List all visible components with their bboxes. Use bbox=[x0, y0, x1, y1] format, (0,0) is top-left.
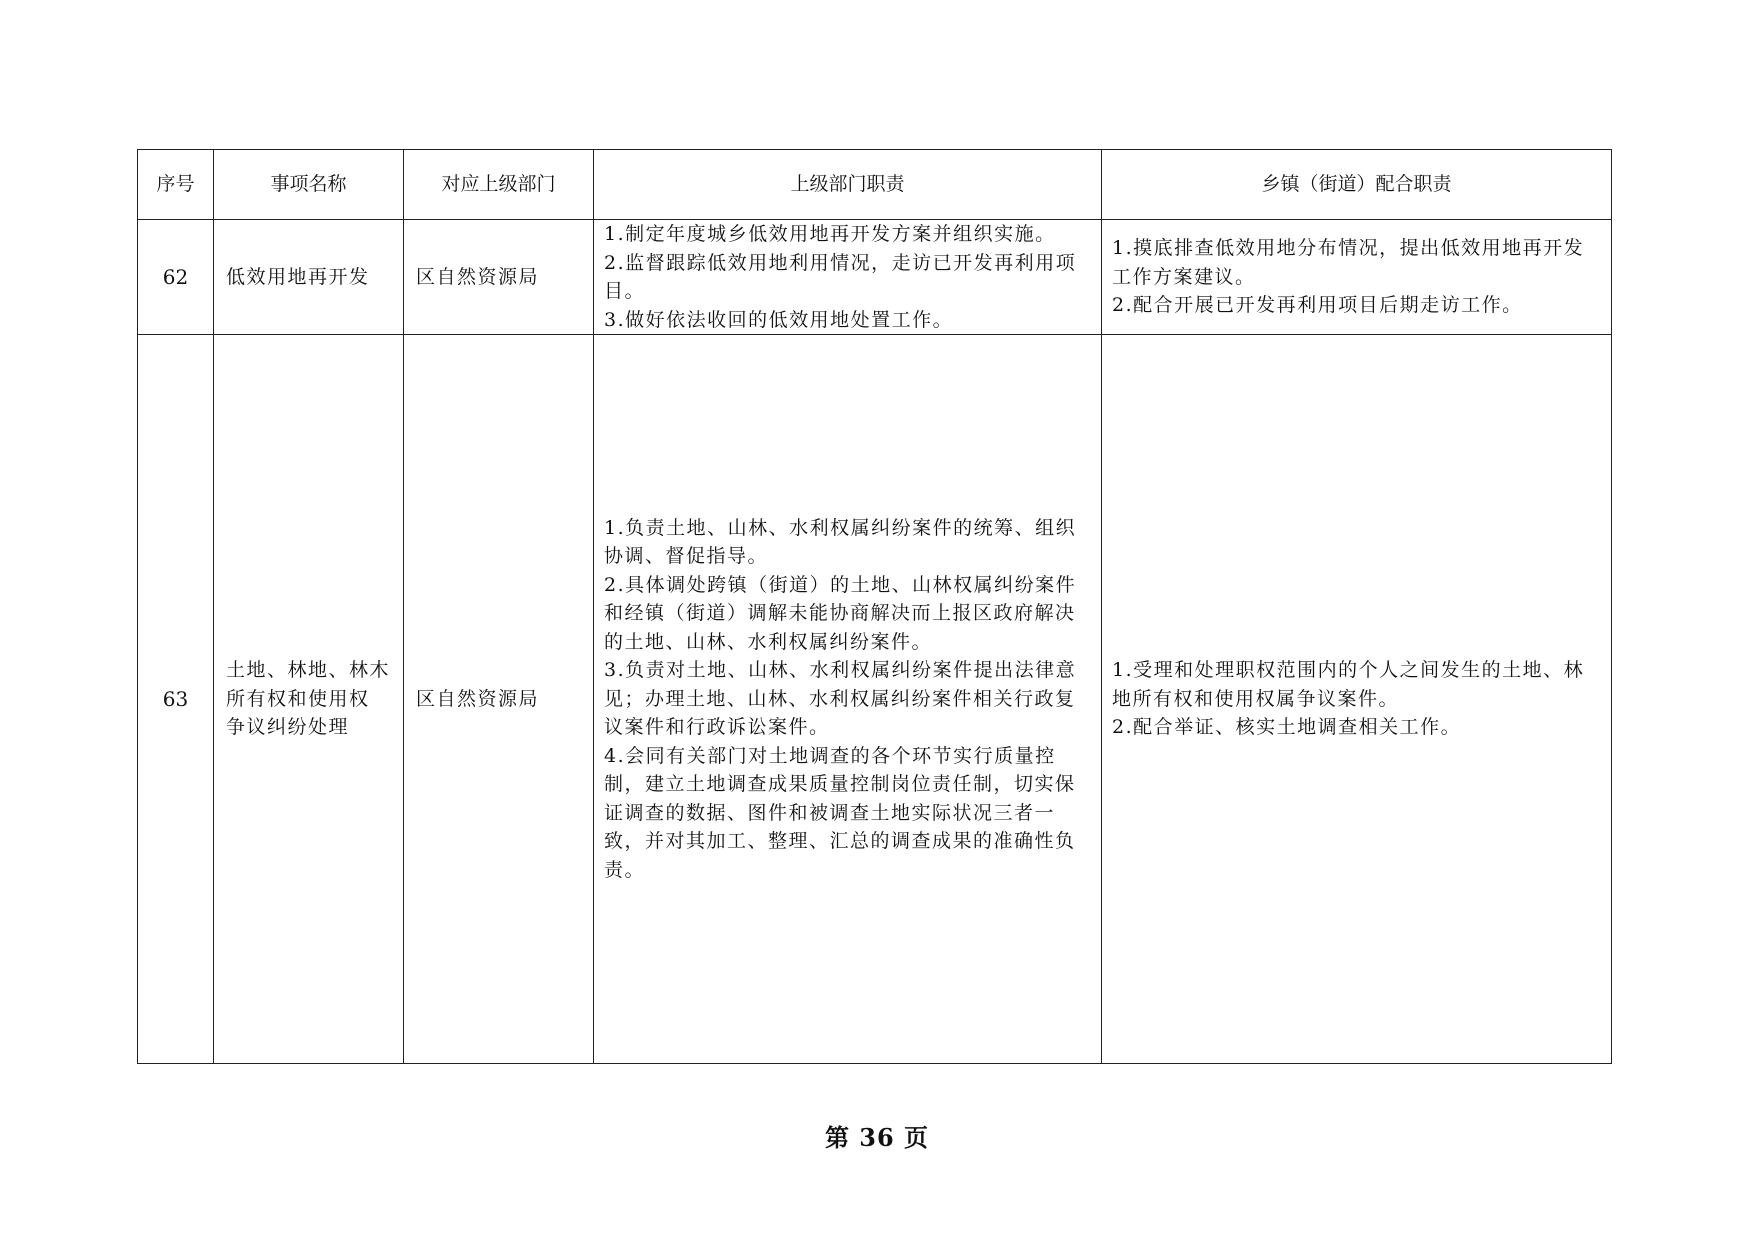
duty-item: 3.负责对土地、山林、水利权属纠纷案件提出法律意见；办理土地、山林、水利权属纠纷案件相关行政复议案件和行政诉讼案件。 bbox=[604, 659, 1077, 739]
coop-item: 1.受理和处理职权范围内的个人之间发生的土地、林地所有权和使用权属争议案件。 bbox=[1112, 659, 1585, 710]
row-duties bbox=[594, 335, 1102, 1064]
row-item-name bbox=[214, 220, 404, 335]
duty-table bbox=[137, 149, 1612, 1064]
header-row bbox=[138, 150, 1612, 220]
header-duties: 上级部门职责 bbox=[594, 150, 1102, 220]
coop-item: 1.摸底排查低效用地分布情况，提出低效用地再开发工作方案建议。 bbox=[1112, 237, 1585, 288]
row-dept: 区自然资源局 bbox=[404, 335, 594, 1064]
row-seq: 62 bbox=[138, 220, 214, 335]
row-coop-duties bbox=[1102, 220, 1612, 335]
header-coop-duties: 乡镇（街道）配合职责 bbox=[1102, 150, 1612, 220]
table-row bbox=[138, 220, 1612, 335]
item-name-line: 所有权和使用权 bbox=[226, 687, 370, 710]
header-seq: 序号 bbox=[138, 150, 214, 220]
duty-item: 2.监督跟踪低效用地利用情况，走访已开发再利用项目。 bbox=[604, 251, 1077, 302]
duty-item: 1.制定年度城乡低效用地再开发方案并组织实施。 bbox=[604, 223, 1056, 245]
duty-item: 3.做好依法收回的低效用地处置工作。 bbox=[604, 308, 954, 331]
table-row bbox=[138, 335, 1612, 1064]
duty-item: 4.会同有关部门对土地调查的各个环节实行质量控制，建立土地调查成果质量控制岗位责任制，切实保证调查的数据、图件和被调查土地实际状况三者一致，并对其加工、整理、汇总的调查成果的准确性负责。 bbox=[604, 744, 1076, 881]
item-name-line: 土地、林地、林木 bbox=[226, 659, 391, 682]
header-dept: 对应上级部门 bbox=[404, 150, 594, 220]
duty-item: 1.负责土地、山林、水利权属纠纷案件的统筹、组织协调、督促指导。 bbox=[604, 516, 1077, 568]
row-duties bbox=[594, 220, 1102, 335]
item-name-line: 低效用地再开发 bbox=[226, 265, 370, 288]
row-dept: 区自然资源局 bbox=[404, 220, 594, 335]
coop-item: 2.配合举证、核实土地调查相关工作。 bbox=[1112, 716, 1462, 739]
row-coop-duties bbox=[1102, 335, 1612, 1064]
duty-item: 2.具体调处跨镇（街道）的土地、山林权属纠纷案件和经镇（街道）调解未能协商解决而上报区政府解决的土地、山林、水利权属纠纷案件。 bbox=[604, 573, 1077, 653]
item-name-line: 争议纠纷处理 bbox=[226, 716, 350, 739]
header-item-name: 事项名称 bbox=[214, 150, 404, 220]
row-item-name bbox=[214, 335, 404, 1064]
page-number: 第 36 页 bbox=[824, 1123, 930, 1152]
coop-item: 2.配合开展已开发再利用项目后期走访工作。 bbox=[1112, 294, 1523, 317]
row-seq: 63 bbox=[138, 335, 214, 1064]
